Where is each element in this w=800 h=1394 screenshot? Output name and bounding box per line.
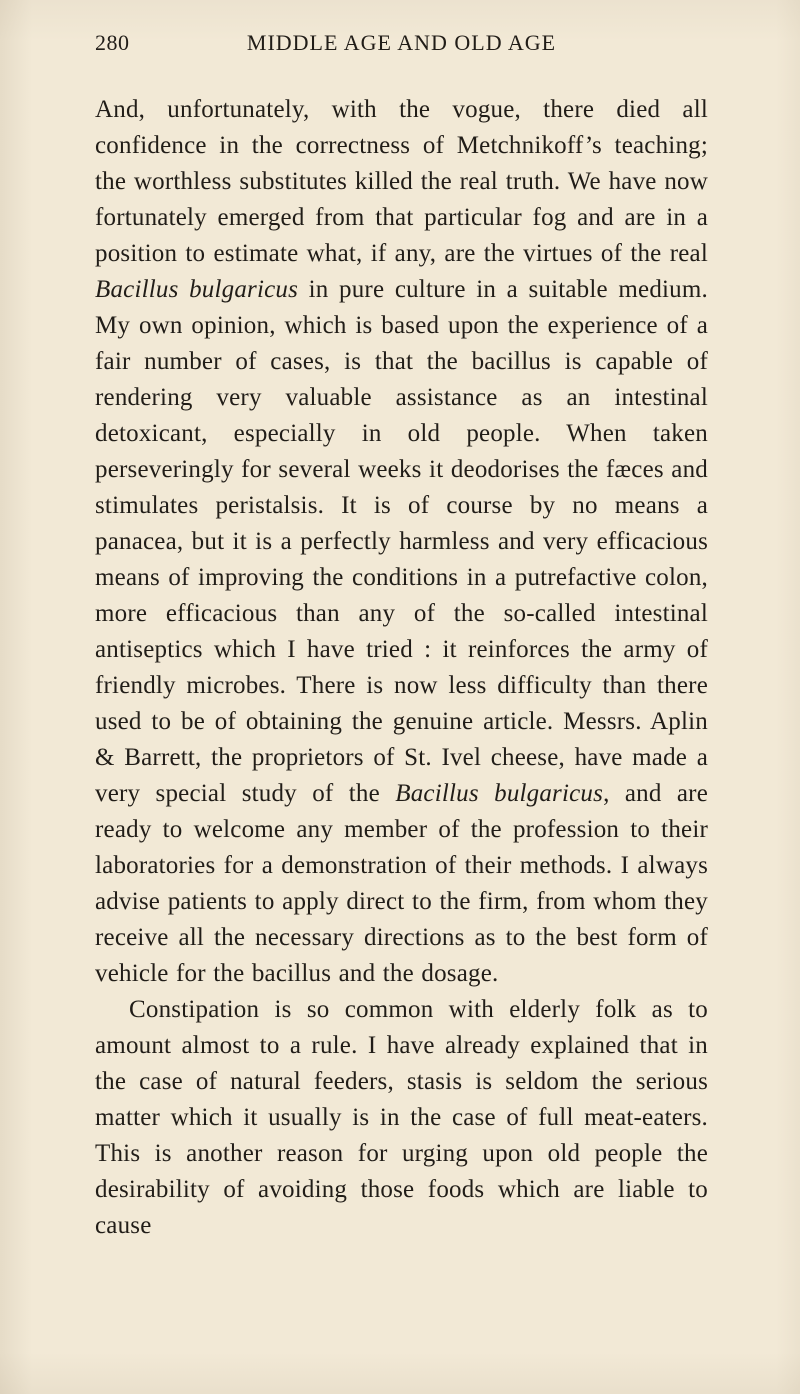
italic-text-run: Bacillus bulgaricus [95, 276, 299, 303]
page-number: 280 [95, 30, 130, 55]
text-run: in pure culture in a suitable medium. My own opinion, which is based upon the experience of a fair number of cases, is that the bacillus is capable of rendering very valuable assistance as an intestinal detoxicant, especially in old people. When taken perseveringly for several weeks it deodorises the fæces and stimulates peristalsis. It is of course by no means a panacea, but it is a perfectly harmless and very efficacious means of improving the conditions in a putrefactive colon, more efficacious than any of the so-called intestinal antiseptics which I have tried : it reinforces the army of friendly microbes. There is now less difficulty than there used to be of obtaining the genuine article. Messrs. Aplin & Barrett, the proprietors of St. Ivel cheese, have made a very special study of the [95, 276, 708, 807]
paragraph [95, 992, 708, 1244]
page-header [95, 26, 708, 60]
page-body [95, 92, 708, 1244]
running-title: MIDDLE AGE AND OLD AGE [246, 30, 557, 55]
paragraph [95, 92, 708, 992]
italic-text-run: Bacillus bulgaricus [395, 780, 604, 807]
text-run: Constipation is so common with elderly folk as to amount almost to a rule. I have already explained that in the case of natural feeders, stasis is seldom the serious matter which it usually is in the case of full meat-eaters. This is another reason for urging upon old people the desirability of avoiding those foods which are liable to cause [95, 996, 708, 1239]
text-run: And, unfortunately, with the vogue, there died all confidence in the correctness of Metchnikoff’s teaching; the worthless substitutes killed the real truth. We have now fortunately emerged from that particular fog and are in a position to estimate what, if any, are the virtues of the real [95, 96, 708, 267]
text-run: , and are ready to welcome any member of the profession to their laboratories for a demonstration of their methods. I always advise patients to apply direct to the firm, from whom they receive all the necessary directions as to the best form of vehicle for the bacillus and the dosage. [95, 780, 708, 987]
